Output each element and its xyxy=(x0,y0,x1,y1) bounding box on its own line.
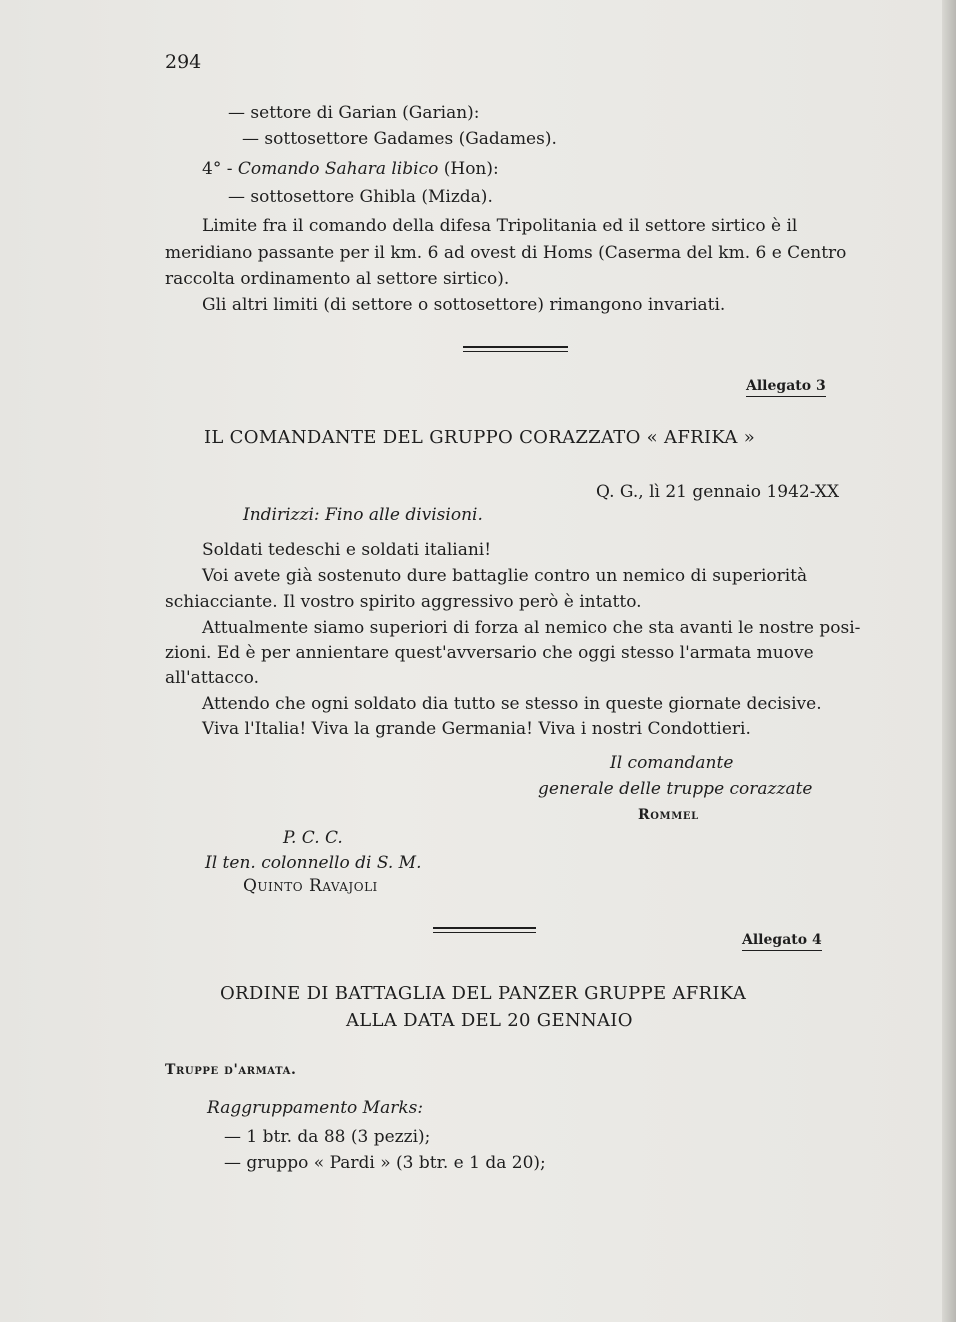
allegato-4-heading-1: ORDINE DI BATTAGLIA DEL PANZER GRUPPE AFRIKA xyxy=(220,983,747,1004)
section-divider xyxy=(433,932,536,933)
indirizzi: Indirizzi: Fino alle divisioni. xyxy=(243,505,483,525)
body-line: all'attacco. xyxy=(165,668,259,688)
pcc-name: Quinto Ravajoli xyxy=(243,876,378,896)
group-label: Raggruppamento Marks: xyxy=(207,1098,424,1118)
text-line: Limite fra il comando della difesa Tripolitania ed il settore sirtico è il xyxy=(202,216,798,236)
body-line: Viva l'Italia! Viva la grande Germania! Viva i nostri Condottieri. xyxy=(202,719,751,739)
list-item: — gruppo « Pardi » (3 btr. e 1 da 20); xyxy=(224,1153,546,1173)
page-number: 294 xyxy=(165,51,202,73)
page-edge-shadow xyxy=(942,0,956,1322)
text-line: raccolta ordinamento al settore sirtico). xyxy=(165,269,510,289)
text-line: — sottosettore Gadames (Gadames). xyxy=(242,129,557,149)
body-line: Soldati tedeschi e soldati italiani! xyxy=(202,540,492,560)
allegato-3-heading: IL COMANDANTE DEL GRUPPO CORAZZATO « AFRIKA » xyxy=(204,427,756,448)
text-line: Gli altri limiti (di settore o sottosettore) rimangono invariati. xyxy=(202,295,726,315)
text-line: meridiano passante per il km. 6 ad ovest di Homs (Caserma del km. 6 e Centro xyxy=(165,243,847,263)
text-line: — settore di Garian (Garian): xyxy=(228,103,480,123)
allegato-4-label: Allegato 4 xyxy=(742,932,822,951)
allegato-4-heading-2: ALLA DATA DEL 20 GENNAIO xyxy=(346,1010,633,1031)
comando-prefix: 4° - xyxy=(202,159,238,179)
section-divider xyxy=(433,927,536,929)
section-divider xyxy=(463,346,568,348)
pcc-label: P. C. C. xyxy=(283,828,343,848)
body-line: Voi avete già sostenuto dure battaglie contro un nemico di superiorità xyxy=(202,566,808,586)
signature-rank: generale delle truppe corazzate xyxy=(538,779,813,799)
body-line: schiacciante. Il vostro spirito aggressivo però è intatto. xyxy=(165,592,642,612)
list-item: — 1 btr. da 88 (3 pezzi); xyxy=(224,1127,431,1147)
place-date: Q. G., lì 21 gennaio 1942-XX xyxy=(596,482,840,502)
pcc-rank: Il ten. colonnello di S. M. xyxy=(205,853,422,873)
text-line: — sottosettore Ghibla (Mizda). xyxy=(228,187,493,207)
body-line: Attendo che ogni soldato dia tutto se stesso in queste giornate decisive. xyxy=(202,694,822,714)
comando-italic: Comando Sahara libico xyxy=(237,159,439,179)
allegato-3-label: Allegato 3 xyxy=(746,378,826,397)
section-label: Truppe d'armata. xyxy=(165,1062,297,1078)
comando-line xyxy=(202,159,499,179)
signature-title: Il comandante xyxy=(610,753,734,773)
body-line: Attualmente siamo superiori di forza al nemico che sta avanti le nostre posi- xyxy=(202,618,861,638)
signature-name: Rommel xyxy=(638,807,699,823)
section-divider xyxy=(463,351,568,352)
body-line: zioni. Ed è per annientare quest'avversario che oggi stesso l'armata muove xyxy=(165,643,814,663)
comando-suffix: (Hon): xyxy=(438,159,499,179)
